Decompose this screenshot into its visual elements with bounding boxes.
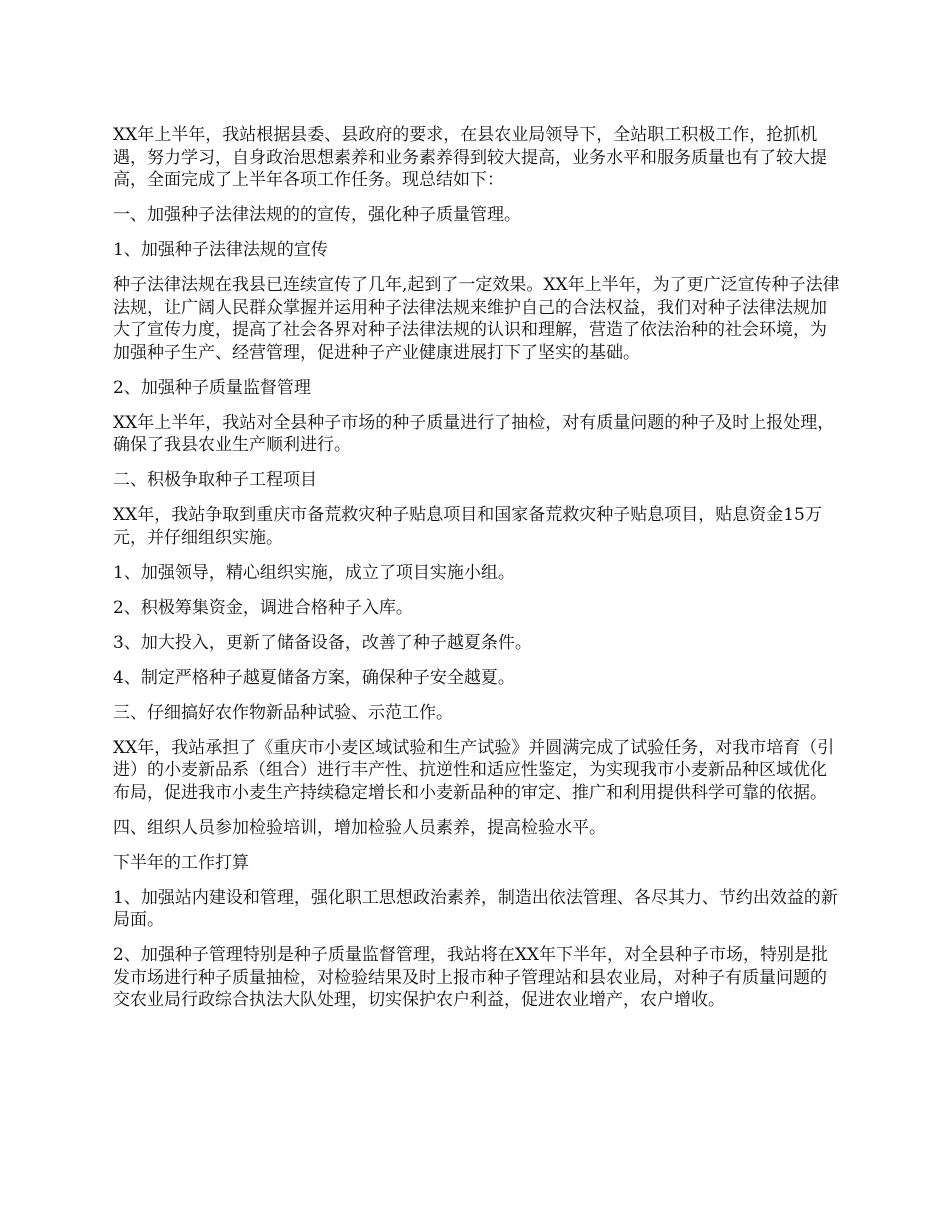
section-heading-2: 二、积极争取种子工程项目 <box>113 470 317 490</box>
list-item: 1、加强站内建设和管理，强化职工思想政治素养，制造出依法管理、各尽其力、节约出效益的新局面。 <box>113 887 838 930</box>
body-paragraph: XX年，我站承担了《重庆市小麦区域试验和生产试验》并圆满完成了试验任务，对我市培育（引进）的小麦新品系（组合）进行丰产性、抗逆性和适应性鉴定，为实现我市小麦新品种区域优化布局，促进我市小麦生产持续稳定增长和小麦新品种的审定、推广和利用提供科学可靠的依据。 <box>113 737 835 803</box>
list-item: 2、积极筹集资金，调进合格种子入库。 <box>113 597 413 618</box>
body-paragraph: XX年上半年，我站对全县种子市场的种子质量进行了抽检，对有质量问题的种子及时上报处理，确保了我县农业生产顺利进行。 <box>113 412 835 455</box>
section-heading-3: 三、仔细搞好农作物新品种试验、示范工作。 <box>113 702 453 723</box>
plan-heading: 下半年的工作打算 <box>113 852 249 873</box>
subsection-heading-1-1: 1、加强种子法律法规的宣传 <box>113 240 328 260</box>
subsection-heading-1-2: 2、加强种子质量监督管理 <box>113 377 311 398</box>
list-item: 1、加强领导，精心组织实施，成立了项目实施小组。 <box>113 562 515 583</box>
body-paragraph: 种子法律法规在我县已连续宣传了几年,起到了一定效果。XX年上半年，为了更广泛宣传种子法律法规，让广阔人民群众掌握并运用种子法律法规来维护自己的合法权益，我们对种子法律法规加大了宣传力度，提高了社会各界对种子法律法规的认识和理解，营造了依法治种的社会环境，为加强种子生产、经营管理，促进种子产业健康进展打下了坚实的基础。 <box>113 275 840 363</box>
list-item: 3、加大投入，更新了储备设备，改善了种子越夏条件。 <box>113 632 532 653</box>
section-heading-4: 四、组织人员参加检验培训，增加检验人员素养，提高检验水平。 <box>113 817 606 838</box>
section-heading-1: 一、加强种子法律法规的的宣传，强化种子质量管理。 <box>113 205 521 225</box>
document-body <box>113 124 843 1024</box>
body-paragraph: XX年，我站争取到重庆市备荒救灾种子贴息项目和国家备荒救灾种子贴息项目，贴息资金15万元，并仔细组织实施。 <box>113 505 822 548</box>
list-item: 4、制定严格种子越夏储备方案，确保种子安全越夏。 <box>113 667 515 688</box>
list-item: 2、加强种子管理特别是种子质量监督管理，我站将在XX年下半年，对全县种子市场，特别是批发市场进行种子质量抽检，对检验结果及时上报市种子管理站和县农业局，对种子有质量问题的交农业局行政综合执法大队处理，切实保护农户利益，促进农业增产，农户增收。 <box>113 945 829 1010</box>
intro-paragraph: XX年上半年，我站根据县委、县政府的要求，在县农业局领导下，全站职工积极工作，抢抓机遇，努力学习，自身政治思想素养和业务素养得到较大提高，业务水平和服务质量也有了较大提高，全面完成了上半年各项工作任务。现总结如下： <box>113 125 827 190</box>
